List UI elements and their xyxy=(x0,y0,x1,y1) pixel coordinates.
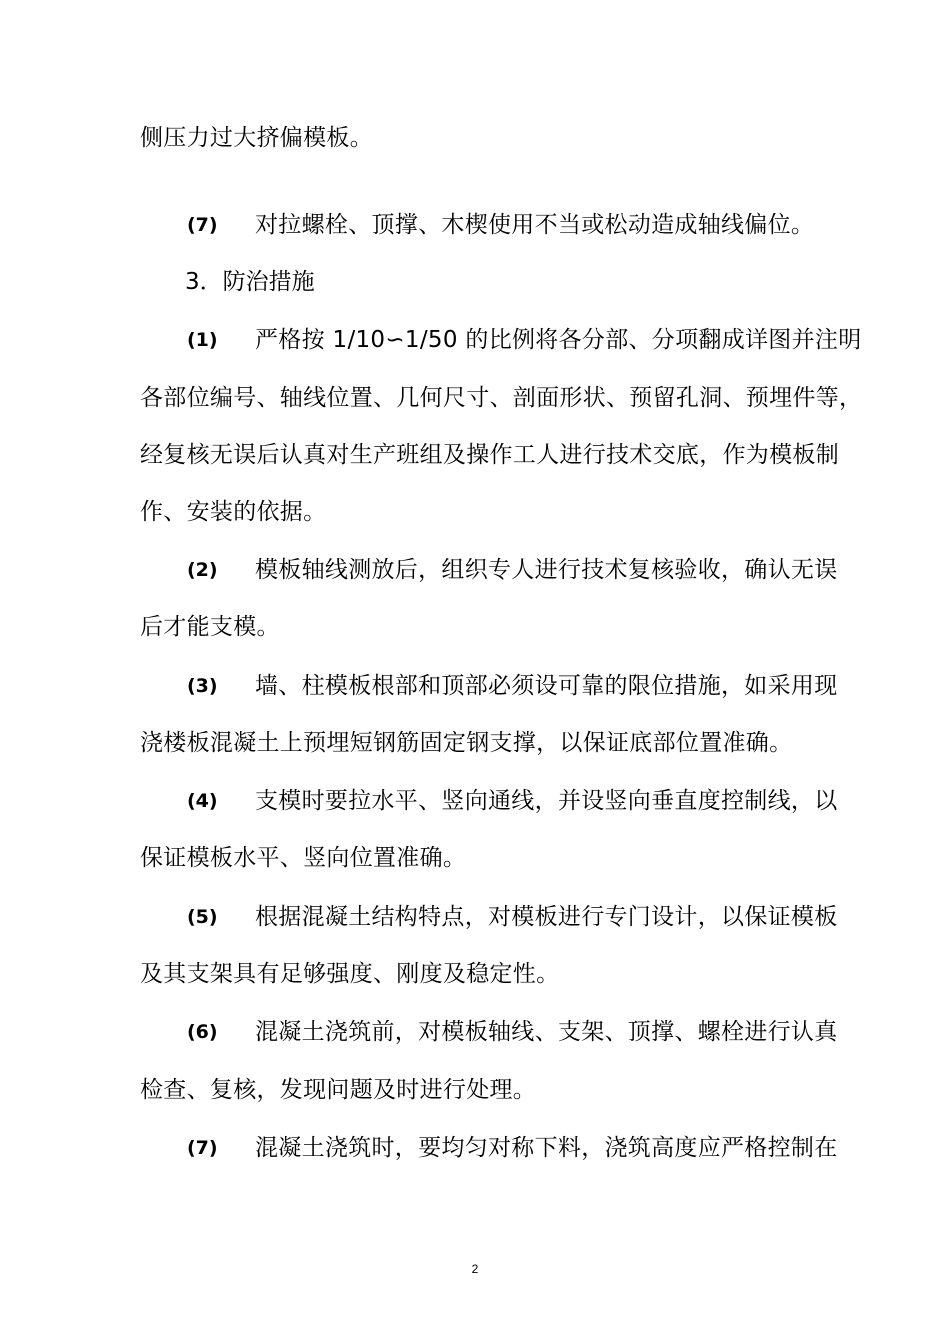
paragraph-line: 混凝土浇筑前，对模板轴线、支架、顶撑、螺栓进行认真 xyxy=(255,1019,838,1045)
paragraph-line: 后才能支模。 xyxy=(140,614,280,640)
item-number: (3) xyxy=(187,675,218,697)
item-number: (2) xyxy=(187,559,218,581)
paragraph-line: 支模时要拉水平、竖向通线，并设竖向垂直度控制线，以 xyxy=(255,788,838,814)
paragraph-line: 侧压力过大挤偏模板。 xyxy=(140,125,373,151)
paragraph-line: 各部位编号、轴线位置、几何尺寸、剖面形状、预留孔洞、预埋件等， xyxy=(140,385,863,411)
page-number: 2 xyxy=(471,1262,479,1276)
paragraph-line: 混凝土浇筑时，要均匀对称下料，浇筑高度应严格控制在 xyxy=(255,1135,838,1161)
paragraph-line: 对拉螺栓、顶撑、木楔使用不当或松动造成轴线偏位。 xyxy=(255,212,815,238)
item-number: (4) xyxy=(187,790,218,812)
item-number: (5) xyxy=(187,906,218,928)
paragraph-line: 模板轴线测放后，组织专人进行技术复核验收，确认无误 xyxy=(255,557,838,583)
paragraph-line: 检查、复核，发现问题及时进行处理。 xyxy=(140,1077,537,1103)
paragraph-line: 浇楼板混凝土上预埋短钢筋固定钢支撑，以保证底部位置准确。 xyxy=(140,730,793,756)
item-number: (6) xyxy=(187,1021,218,1043)
paragraph-line: 作、安装的依据。 xyxy=(140,499,327,525)
item-number: (7) xyxy=(187,1137,218,1159)
paragraph-line: 及其支架具有足够强度、刚度及稳定性。 xyxy=(140,961,560,987)
paragraph-line: 根据混凝土结构特点，对模板进行专门设计，以保证模板 xyxy=(255,904,838,930)
section-heading: 3．防治措施 xyxy=(185,269,315,295)
item-number: (1) xyxy=(187,329,218,351)
paragraph-line: 保证模板水平、竖向位置准确。 xyxy=(140,845,467,871)
paragraph-line: 严格按 1/10∽1/50 的比例将各分部、分项翻成详图并注明 xyxy=(255,327,862,353)
paragraph-line: 经复核无误后认真对生产班组及操作工人进行技术交底，作为模板制 xyxy=(140,442,839,468)
paragraph-line: 墙、柱模板根部和顶部必须设可靠的限位措施，如采用现 xyxy=(255,673,838,699)
item-number: (7) xyxy=(187,214,218,236)
